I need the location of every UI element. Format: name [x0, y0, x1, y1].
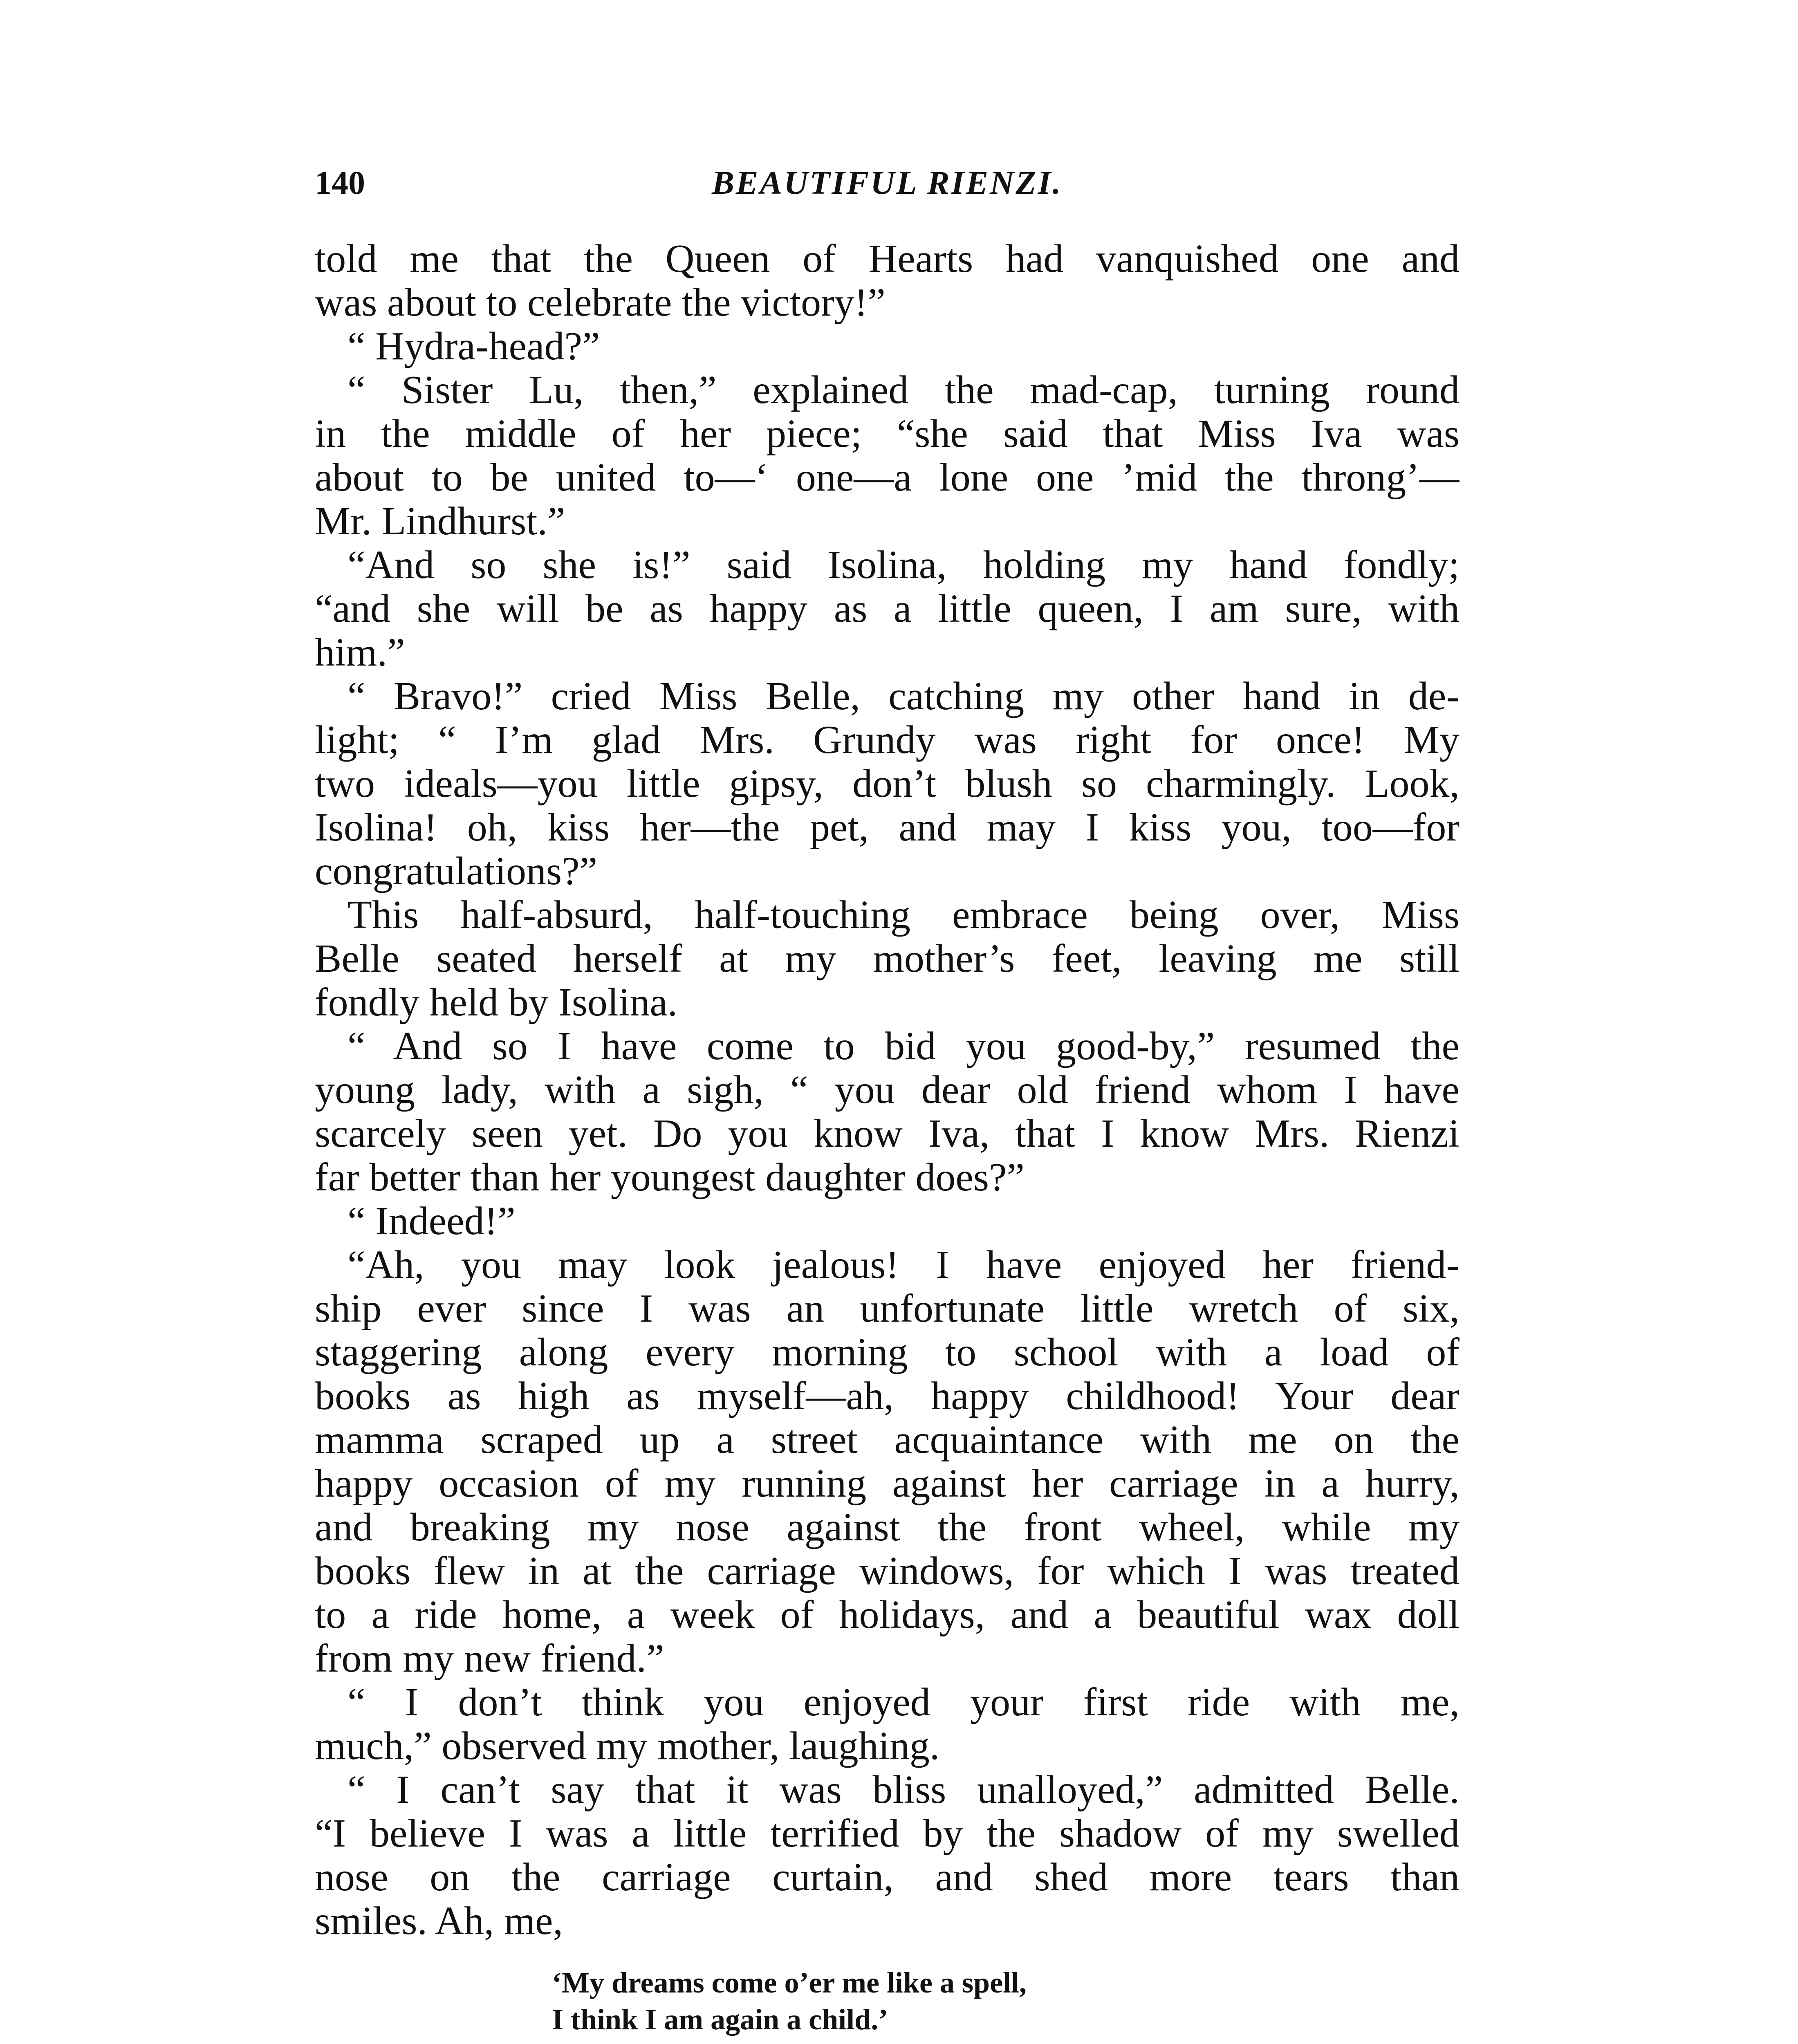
text-line: “ I can’t say that it was bliss unalloyed,” admitted Belle. — [347, 1768, 1459, 1812]
text-line: “ Indeed!” — [347, 1199, 516, 1243]
text-line: was about to celebrate the victory!” — [315, 281, 886, 325]
text-line: him.” — [315, 631, 405, 675]
text-line: scarcely seen yet. Do you know Iva, that I know Mrs. Rienzi — [315, 1112, 1459, 1156]
verse-line: ‘My dreams come o’er me like a spell, — [552, 1966, 1027, 1999]
text-line: Isolina! oh, kiss her—the pet, and may I kiss you, too—for — [315, 806, 1459, 849]
text-line: smiles. Ah, me, — [315, 1899, 563, 1943]
text-line: to a ride home, a week of holidays, and a beautiful wax doll — [315, 1593, 1459, 1637]
text-line: far better than her youngest daughter does?” — [315, 1156, 1025, 1199]
text-line: much,” observed my mother, laughing. — [315, 1724, 940, 1768]
text-line: “And so she is!” said Isolina, holding my hand fondly; — [347, 543, 1459, 587]
text-line: books flew in at the carriage windows, for which I was treated — [315, 1549, 1459, 1593]
text-line: books as high as myself—ah, happy childhood! Your dear — [315, 1374, 1459, 1418]
text-line: happy occasion of my running against her carriage in a hurry, — [315, 1462, 1459, 1506]
text-line: “ Bravo!” cried Miss Belle, catching my other hand in de- — [347, 675, 1459, 718]
text-line: This half-absurd, half-touching embrace being over, Miss — [347, 893, 1459, 937]
text-line: light; “ I’m glad Mrs. Grundy was right for once! My — [315, 718, 1459, 762]
text-line: in the middle of her piece; “she said that Miss Iva was — [315, 412, 1459, 456]
text-line: “ Hydra-head?” — [347, 325, 600, 368]
text-line: “ Sister Lu, then,” explained the mad-cap, turning round — [347, 368, 1459, 412]
body-text — [315, 237, 1459, 1943]
text-line: and breaking my nose against the front wheel, while my — [315, 1506, 1459, 1549]
running-title: BEAUTIFUL RIENZI. — [712, 164, 1063, 201]
page-header — [315, 160, 1459, 205]
text-line: two ideals—you little gipsy, don’t blush so charmingly. Look, — [315, 762, 1459, 806]
text-line: from my new friend.” — [315, 1637, 664, 1681]
text-line: “ And so I have come to bid you good-by,” resumed the — [347, 1024, 1459, 1068]
text-line: about to be united to—‘ one—a lone one ’mid the throng’— — [315, 456, 1459, 500]
text-line: ship ever since I was an unfortunate little wretch of six, — [315, 1287, 1459, 1331]
text-line: nose on the carriage curtain, and shed more tears than — [315, 1856, 1459, 1899]
text-line: “Ah, you may look jealous! I have enjoyed her friend- — [347, 1243, 1459, 1287]
text-line: told me that the Queen of Hearts had vanquished one and — [315, 237, 1459, 281]
text-line: fondly held by Isolina. — [315, 981, 678, 1024]
verse-line: I think I am again a child.’ — [552, 2003, 888, 2036]
text-line: staggering along every morning to school with a load of — [315, 1331, 1459, 1374]
text-line: congratulations?” — [315, 849, 598, 893]
text-line: “and she will be as happy as a little queen, I am sure, with — [315, 587, 1459, 631]
text-line: “I believe I was a little terrified by the shadow of my swelled — [315, 1812, 1459, 1856]
page-number: 140 — [315, 164, 365, 201]
text-line: young lady, with a sigh, “ you dear old friend whom I have — [315, 1068, 1459, 1112]
text-line: Mr. Lindhurst.” — [315, 500, 565, 543]
text-line: mamma scraped up a street acquaintance with me on the — [315, 1418, 1459, 1462]
text-line: Belle seated herself at my mother’s feet, leaving me still — [315, 937, 1459, 981]
verse-quote — [552, 1964, 1247, 2038]
text-line: “ I don’t think you enjoyed your first ride with me, — [347, 1681, 1459, 1724]
